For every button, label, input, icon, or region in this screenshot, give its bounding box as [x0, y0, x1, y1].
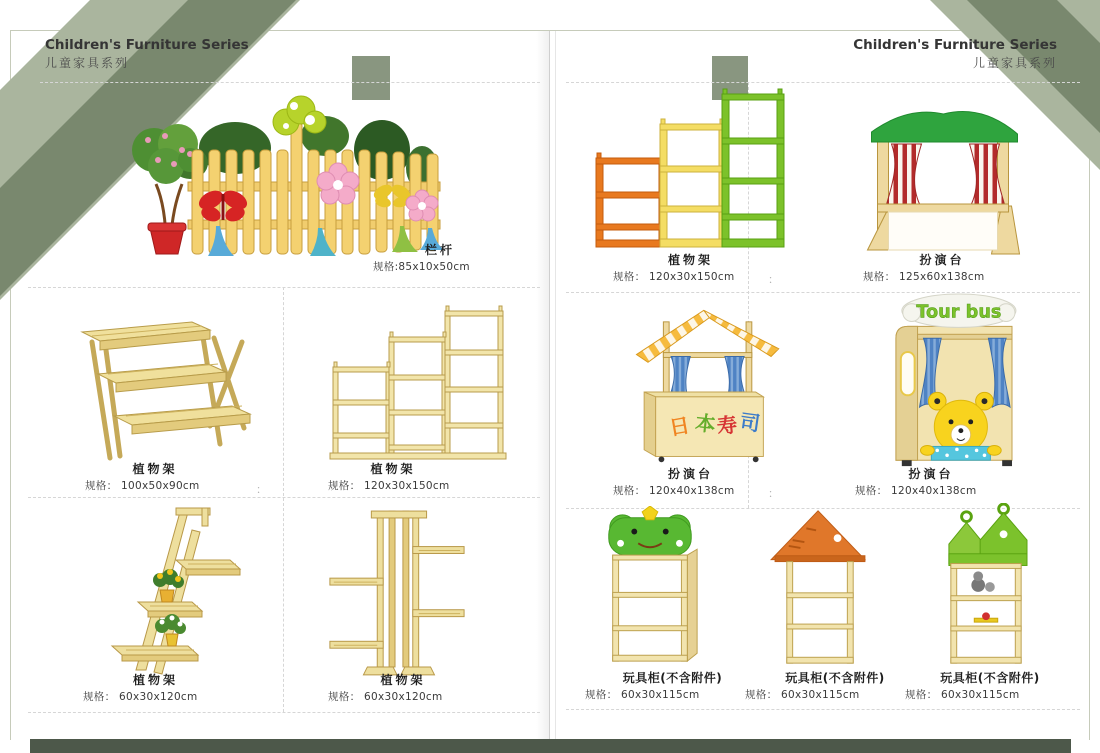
product-spec: 规格： 120x40x138cm: [613, 485, 735, 497]
stray-mark: ：: [768, 487, 779, 500]
page-title: Children's Furniture Series: [853, 37, 1057, 53]
product-image-frog-toy-cabinet: [590, 506, 710, 668]
product-label: [83, 674, 228, 703]
product-name: 扮演台: [667, 467, 713, 481]
product-spec: 规格： 60x30x115cm: [745, 689, 860, 701]
product-image-roof-toy-cabinet: [760, 503, 880, 669]
page-title-zh: 儿童家具系列: [45, 56, 130, 70]
footer-bar: [30, 739, 1071, 753]
product-label: [613, 254, 768, 283]
page-title-zh: 儿童家具系列: [972, 56, 1057, 70]
product-spec: 规格： 60x30x120cm: [328, 691, 443, 703]
product-name: 植物架: [667, 253, 713, 267]
product-spec: 规格： 100x50x90cm: [85, 480, 200, 492]
product-name: 扮演台: [908, 467, 954, 481]
page-header-right: [853, 37, 1057, 70]
product-label: [585, 672, 760, 701]
product-name: 栏杆: [424, 243, 455, 257]
product-label: [85, 463, 225, 492]
product-label: [613, 468, 768, 497]
product-image-step-plant-stand: [52, 298, 252, 466]
product-image-castle-toy-cabinet: [926, 503, 1046, 669]
product-spec: 规格： 60x30x115cm: [905, 689, 1020, 701]
page-title: Children's Furniture Series: [45, 37, 249, 53]
product-label: [863, 254, 1021, 283]
product-label: [855, 468, 1007, 497]
product-name: 植物架: [380, 673, 426, 687]
product-name: 玩具柜(不含附件): [785, 671, 885, 685]
divider: [566, 82, 1080, 83]
product-label: [905, 672, 1075, 701]
product-label: [328, 463, 458, 492]
product-image-wooden-fence: [70, 88, 448, 268]
product-spec: 规格： 60x30x120cm: [83, 691, 198, 703]
product-label: [745, 672, 925, 701]
product-image-flower-ladder-stand: [88, 498, 263, 680]
page-gutter-line-2: [555, 31, 556, 739]
product-name: 玩具柜(不含附件): [940, 671, 1040, 685]
sushi-sign-char: 本: [694, 410, 717, 437]
product-spec: 规格： 125x60x138cm: [863, 271, 985, 283]
product-image-sushi-booth: [616, 293, 804, 468]
product-name: 植物架: [132, 673, 178, 687]
product-image-tour-bus-theater: [866, 291, 1038, 473]
page-header-left: [45, 37, 249, 70]
divider: [283, 287, 284, 712]
product-image-tall-plant-stand: [322, 498, 470, 680]
product-label: [328, 674, 478, 703]
product-spec: 规格： 120x30x150cm: [613, 271, 735, 283]
product-spec: 规格： 60x30x115cm: [585, 689, 700, 701]
stray-mark: ：: [256, 483, 267, 496]
product-name: 植物架: [370, 462, 416, 476]
divider: [28, 287, 540, 288]
sushi-sign-char: 日: [667, 412, 692, 441]
product-spec: 规格： 120x40x138cm: [855, 485, 977, 497]
product-spec: 规格:85x10x50cm: [373, 261, 470, 273]
stray-mark: ：: [768, 273, 779, 286]
product-image-tricolor-shelves: [588, 86, 793, 252]
product-spec: 规格： 120x30x150cm: [328, 480, 450, 492]
tour-bus-sign-text: Tour bus: [916, 302, 1002, 323]
product-image-puppet-theater: [856, 86, 1034, 262]
product-name: 扮演台: [919, 253, 965, 267]
divider: [28, 712, 540, 713]
product-name: 植物架: [132, 462, 178, 476]
sushi-sign-char: 司: [738, 409, 762, 436]
divider: [566, 709, 1080, 710]
page-gutter-line: [549, 31, 550, 739]
product-name: 玩具柜(不含附件): [622, 671, 723, 685]
divider: [40, 82, 540, 83]
product-image-tiered-wood-shelf: [315, 305, 510, 460]
page-gutter-shade: [536, 31, 549, 739]
product-label: [373, 244, 507, 273]
sushi-sign-char: 寿: [715, 412, 739, 439]
